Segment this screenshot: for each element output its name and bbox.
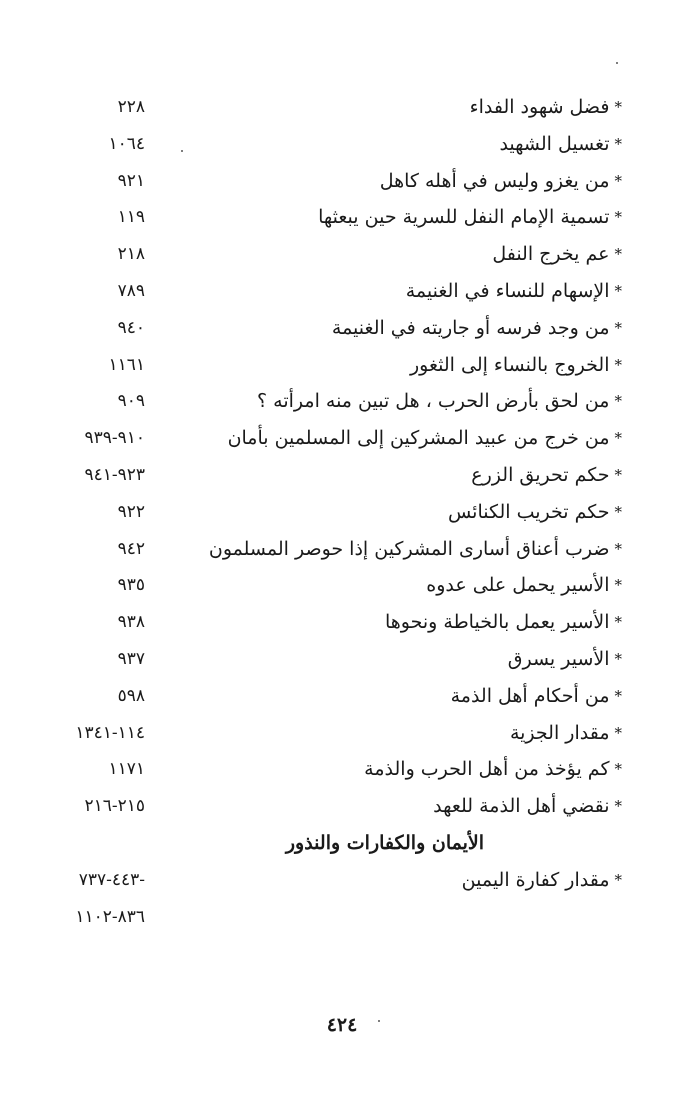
bullet-star: * [614, 134, 622, 153]
entry-text: الخروج بالنساء إلى الثغور [409, 353, 610, 376]
entry-title [451, 680, 622, 712]
index-entry [0, 165, 684, 201]
entry-text: من أحكام أهل الذمة [450, 684, 610, 707]
index-entry [0, 422, 684, 458]
bullet-star: * [614, 98, 622, 116]
entry-page-refs: ٩٤٢ [117, 538, 145, 559]
entry-title [492, 238, 622, 270]
entry-text: الأسير يسرق [507, 648, 610, 670]
entry-text: فضل شهود الفداء [469, 96, 610, 118]
index-entry [0, 201, 684, 237]
index-entry [0, 275, 684, 311]
entry-title [228, 422, 622, 454]
entry-page-refs: ٢١٨ [117, 244, 145, 265]
section-heading-row [0, 827, 684, 863]
index-entry [0, 238, 684, 274]
entry-title [209, 533, 622, 565]
entry-text: مقدار كفارة اليمين [461, 868, 610, 891]
entry-page-refs: ٢١٥-٢١٦ [84, 796, 145, 817]
bullet-star: * [614, 502, 622, 521]
entry-title [471, 459, 622, 491]
page-refs-continuation-row [0, 901, 684, 937]
entry-title [410, 349, 622, 381]
entry-text: تسمية الإمام النفل للسرية حين يبعثها [318, 206, 610, 229]
index-entry [0, 606, 684, 642]
entry-page-refs: ١١٩ [117, 207, 145, 228]
entry-text: كم يؤخذ من أهل الحرب والذمة [364, 758, 610, 781]
entry-page-refs: ٢٢٨ [117, 97, 145, 117]
entry-page-refs: ٧٨٩ [117, 281, 145, 301]
entry-page-refs: ٩٣٨ [117, 612, 145, 633]
page-refs-continuation: ٨٣٦-١١٠٢ [75, 906, 145, 927]
index-entry [0, 680, 684, 716]
index-entry [0, 312, 684, 348]
entry-page-refs: ٩٠٩ [117, 391, 145, 412]
bullet-star: * [614, 686, 622, 705]
bullet-star: * [614, 355, 622, 374]
index-entry [0, 753, 684, 789]
entry-text: الأسير يحمل على عدوه [426, 574, 610, 597]
entry-title [448, 496, 622, 528]
entry-text: عم يخرج النفل [492, 243, 610, 266]
entry-text: مقدار الجزية [509, 721, 610, 744]
entry-title [406, 275, 622, 307]
index-entry [0, 717, 684, 753]
entry-text: الأسير يعمل بالخياطة ونحوها [384, 611, 610, 634]
entry-text: من يغزو وليس في أهله كاهل [379, 169, 610, 192]
bullet-star: * [614, 466, 622, 484]
index-entry [0, 643, 684, 679]
entry-title [433, 790, 622, 822]
bullet-star: * [614, 318, 622, 337]
entry-title [462, 864, 622, 896]
entry-page-refs: ١١٧١ [108, 759, 145, 780]
entry-page-refs: ١١٦١ [108, 354, 145, 375]
entry-page-refs: ٩٢٣-٩٤١ [84, 465, 145, 485]
bullet-star: * [614, 171, 622, 190]
bullet-star: * [614, 870, 622, 889]
entry-text: ضرب أعناق أسارى المشركين إذا حوصر المسلمون [208, 537, 610, 560]
scan-speck [616, 62, 618, 64]
index-entry [0, 569, 684, 605]
index-entry [0, 864, 684, 900]
entry-title [364, 753, 622, 785]
bullet-star: * [614, 392, 622, 411]
entry-text: حكم تخريب الكنائس [447, 500, 610, 523]
entry-page-refs: ٩٢١ [117, 170, 145, 191]
entry-page-refs: ٩٢٢ [117, 501, 145, 522]
entry-title [380, 165, 622, 197]
index-entry [0, 349, 684, 385]
bullet-star: * [614, 650, 622, 668]
index-entry [0, 790, 684, 826]
index-entry [0, 459, 684, 495]
entry-title [499, 128, 622, 160]
bullet-star: * [614, 282, 622, 300]
entry-title [318, 201, 622, 233]
entry-title [470, 91, 622, 123]
entry-title [332, 312, 622, 344]
entry-title [508, 643, 622, 675]
entry-title [257, 385, 622, 417]
entry-text: الإسهام للنساء في الغنيمة [405, 280, 610, 302]
entry-page-refs: ٩٤٠ [117, 317, 145, 338]
section-heading: الأيمان والكفارات والنذور [285, 832, 484, 854]
entry-text: من لحق بأرض الحرب ، هل تبين منه امرأته ؟ [257, 390, 610, 413]
entry-page-refs: ١١٤-١٣٤١ [75, 722, 145, 743]
index-entry [0, 91, 684, 127]
entry-title [385, 606, 622, 638]
bullet-star: * [614, 797, 622, 816]
bullet-star: * [614, 613, 622, 632]
entry-text: تغسيل الشهيد [499, 132, 610, 155]
bullet-star: * [614, 760, 622, 779]
entry-page-refs: ٩٣٧ [117, 649, 145, 669]
index-entry [0, 496, 684, 532]
index-entry [0, 385, 684, 421]
entry-text: حكم تحريق الزرع [471, 464, 610, 486]
index-entry [0, 533, 684, 569]
entry-page-refs: ٩٣٥ [117, 575, 145, 596]
entry-text: من خرج من عبيد المشركين إلى المسلمين بأمان [227, 427, 610, 450]
bullet-star: * [614, 576, 622, 595]
bullet-star: * [614, 245, 622, 264]
entry-title [510, 717, 622, 749]
entry-page-refs: ٥٩٨ [117, 685, 145, 706]
entry-text: نقضي أهل الذمة للعهد [433, 795, 610, 818]
entry-title [426, 569, 622, 601]
bullet-star: * [614, 208, 622, 227]
bullet-star: * [614, 429, 622, 448]
entry-page-refs: ٩١٠-٩٣٩ [84, 428, 145, 449]
entry-page-refs: ١٠٦٤ [108, 133, 145, 154]
entry-page-refs: ٤٤٣-٧٣٧- [78, 869, 145, 890]
index-entry [0, 128, 684, 164]
page-number: ٤٢٤ [326, 1014, 358, 1036]
entry-text: من وجد فرسه أو جاريته في الغنيمة [331, 316, 610, 339]
bullet-star: * [614, 539, 622, 558]
bullet-star: * [614, 723, 622, 742]
